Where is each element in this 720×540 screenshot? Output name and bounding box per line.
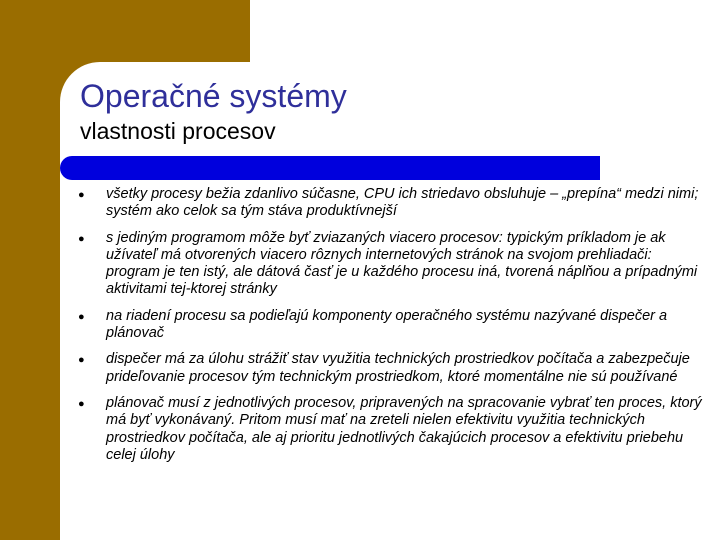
bullet-text: na riadení procesu sa podieľajú komponenty operačného systému nazývané dispečer a plánovač xyxy=(106,307,668,342)
bullet-icon: ● xyxy=(78,354,85,367)
bullet-text: s jediným programom môže byť zviazaných viacero procesov: typickým príkladom je ak užívateľ má otvorených viacero rôznych internetových stránok na svojom prehliadači: program je ten istý, ale dátová časť je u každého procesu iná, tvorená náplňou a prípadnými aktivitami tej-ktorej stránky xyxy=(106,229,698,298)
bullet-text: dispečer má za úlohu strážiť stav využitia technických prostriedkov počítača a zabezpečuje prideľovanie procesov tým technickým prostriedkom, ktoré momentálne nie sú používané xyxy=(106,351,690,385)
list-item xyxy=(78,395,703,464)
list-item xyxy=(78,230,703,299)
slide-title: Operačné systémy xyxy=(80,78,347,114)
list-item xyxy=(78,308,703,343)
bullet-text: všetky procesy bežia zdanlivo súčasne, CPU ich striedavo obsluhuje – „prepína“ medzi nimi; systém ako celok sa tým stáva produktívnejší xyxy=(106,186,699,220)
bullet-icon: ● xyxy=(78,232,85,245)
title-divider-bar xyxy=(60,156,600,180)
slide-subtitle: vlastnosti procesov xyxy=(80,118,276,144)
bullet-icon: ● xyxy=(78,310,85,323)
bullet-list xyxy=(78,186,703,473)
bullet-icon: ● xyxy=(78,189,85,201)
bullet-icon: ● xyxy=(78,397,85,410)
list-item xyxy=(78,186,703,221)
bullet-text: plánovač musí z jednotlivých procesov, pripravených na spracovanie vybrať ten proces, ktorý má byť vykonávaný. Pritom musí mať na zreteli nielen efektivitu využitia technických prostriedkov počítača, ale aj prioritu jednotlivých čakajúcich procesov a efektivitu priebehu celej úlohy xyxy=(106,394,702,463)
list-item xyxy=(78,351,703,386)
